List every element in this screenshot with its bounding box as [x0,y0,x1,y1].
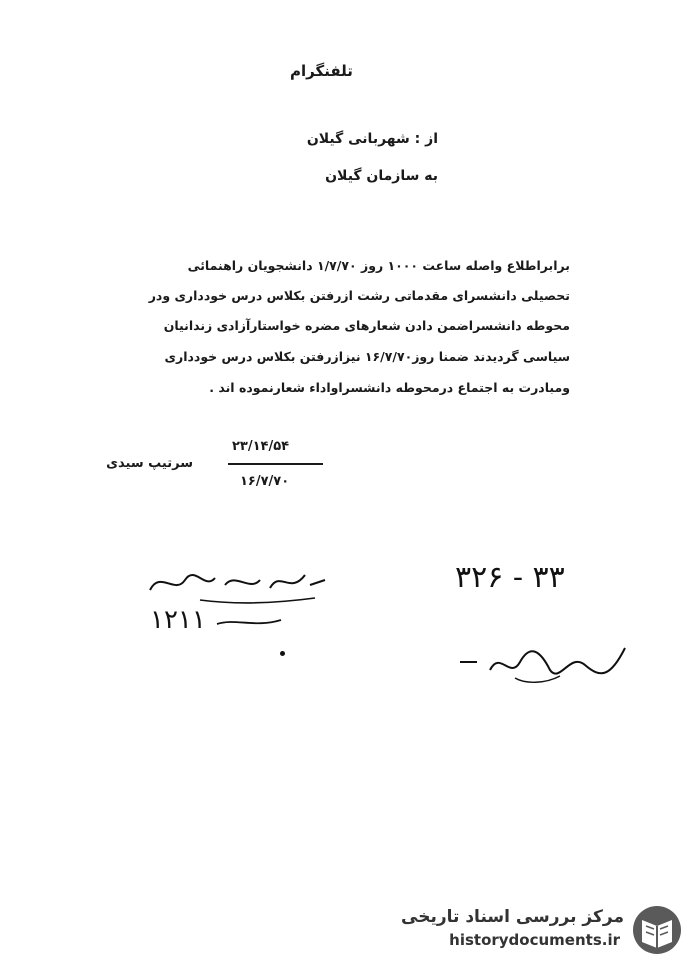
recipient-line: به سازمان گیلان [325,168,438,184]
reference-number-top: ۲۳/۱۴/۵۴ [232,439,290,454]
book-logo-icon [628,904,686,956]
body-line: سیاسی گردیدند ضمنا روز۱۶/۷/۷۰ نیزازرفتن بکلاس درس خودداری [164,349,570,364]
handwritten-reference-number: ۳۲۶ - ۳۳ [455,560,565,595]
watermark-url: historydocuments.ir [449,931,620,949]
sender-line: از : شهربانی گیلان [306,131,438,147]
signature-label: سرتیپ سیدی [106,456,193,471]
body-line: ومبادرت به اجتماع درمحوطه دانشسراواداء شعارنموده اند . [209,380,570,395]
handwritten-signature-right [455,640,635,690]
body-line: محوطه دانشسراضمن دادن شعارهای مضره خواستارآزادی زندانیان [163,318,570,333]
watermark-title: مرکز بررسی اسناد تاریخی [401,907,624,927]
handwritten-number-left: ۱۲۱۱ [150,605,206,635]
document-title: تلفنگرام [290,62,353,80]
ink-dot [280,651,285,656]
handwritten-note-left [140,560,340,610]
body-line: برابراطلاع واصله ساعت ۱۰۰۰ روز ۱/۷/۷۰ دانشجویان راهنمائی [187,258,570,273]
handwritten-underline [215,612,285,632]
reference-date-bottom: ۱۶/۷/۷۰ [240,474,290,489]
body-line: تحصیلی دانشسرای مقدماتی رشت ازرفتن بکلاس درس خودداری ودر [148,288,570,303]
fraction-divider [228,463,323,465]
